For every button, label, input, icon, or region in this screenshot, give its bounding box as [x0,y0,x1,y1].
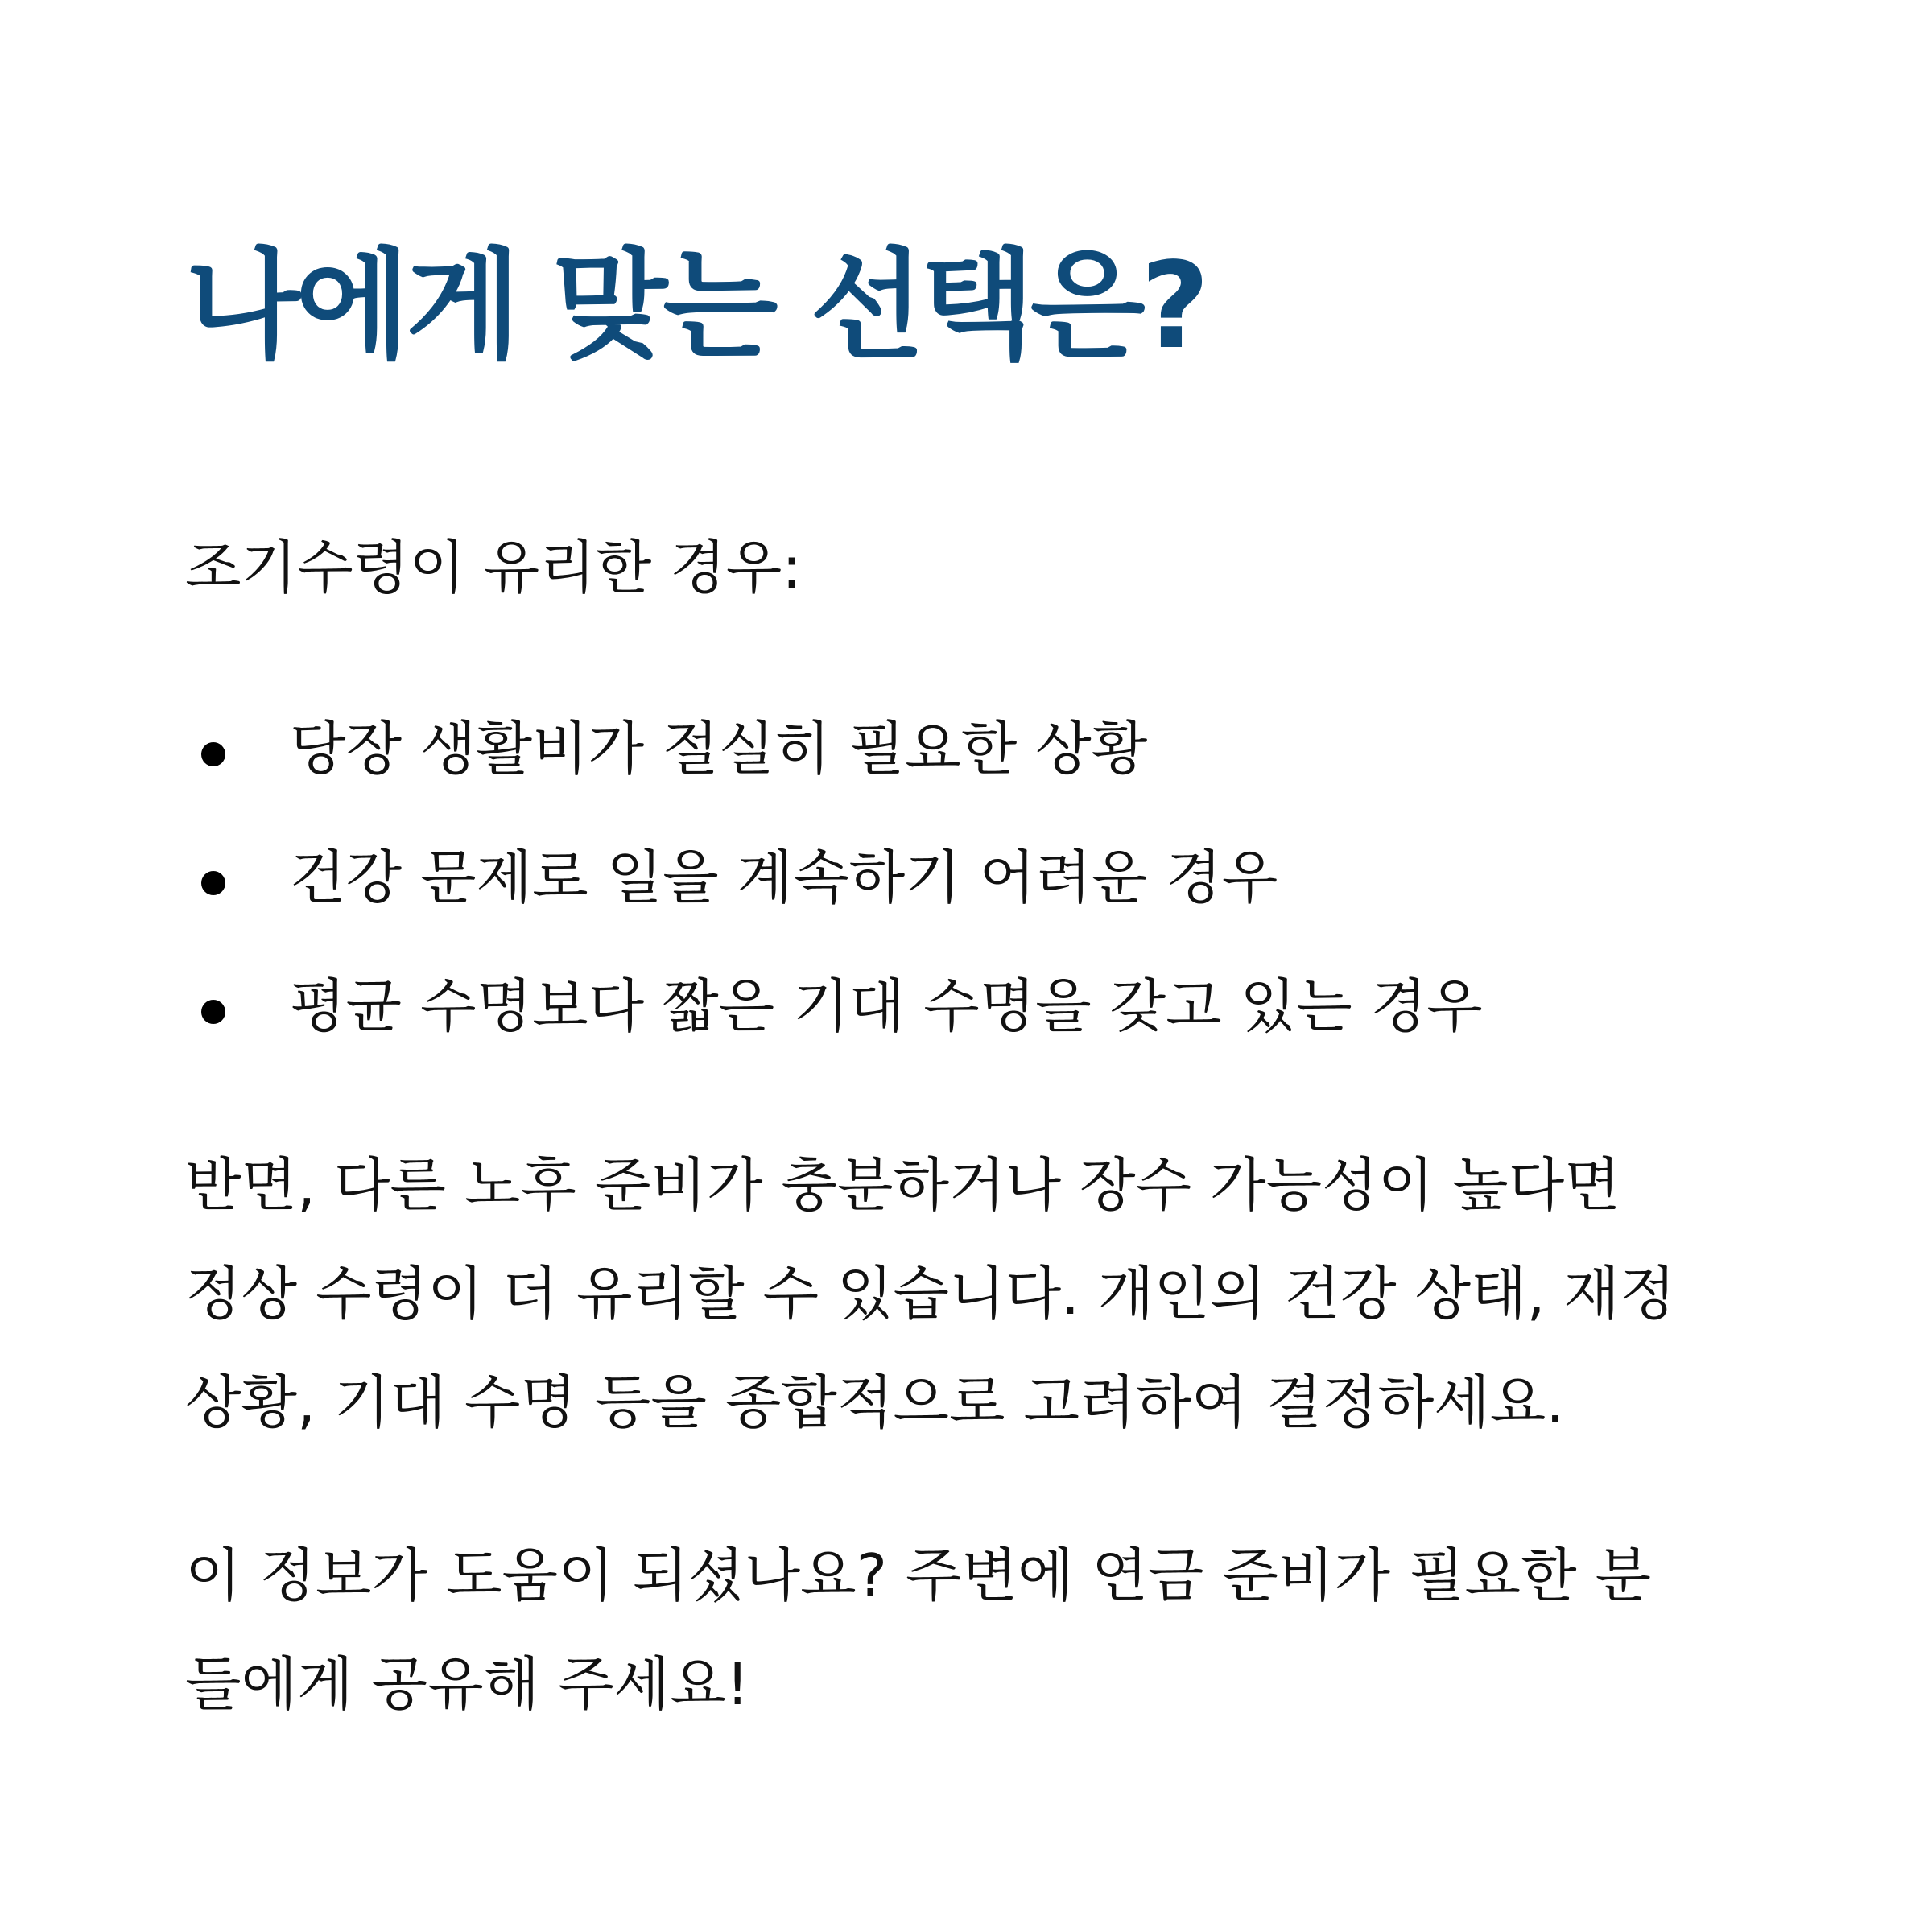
intro-heading: 조기수령이 유리한 경우: [185,534,802,601]
paragraph-line: 이 정보가 도움이 되셨나요? 주변에 연금 준비가 필요한 분 [185,1542,1652,1609]
list-item-text: 건강 문제로 일을 계속하기 어려운 경우 [290,844,1278,911]
closing-paragraph [185,1521,1795,1739]
list-item-text: 평균 수명보다 짧은 기대 수명을 갖고 있는 경우 [290,972,1483,1040]
bullet-icon [201,871,225,895]
body-paragraph [185,1131,1795,1457]
list-item-text: 당장 생활비가 절실히 필요한 상황 [290,715,1148,782]
paragraph-line: 들에게 공유해 주세요! [185,1650,749,1718]
page-title: 나에게 맞는 선택은? [185,237,1205,375]
paragraph-line: 반면, 다른 노후 준비가 충분하거나 장수 가능성이 높다면 [185,1151,1620,1219]
bullet-icon [201,742,225,766]
paragraph-line: 상황, 기대 수명 등을 종합적으로 고려하여 결정하세요. [185,1368,1565,1436]
bullet-icon [201,1000,225,1024]
paragraph-line: 정상 수령이 더 유리할 수 있습니다. 개인의 건강 상태, 재정 [185,1260,1676,1327]
